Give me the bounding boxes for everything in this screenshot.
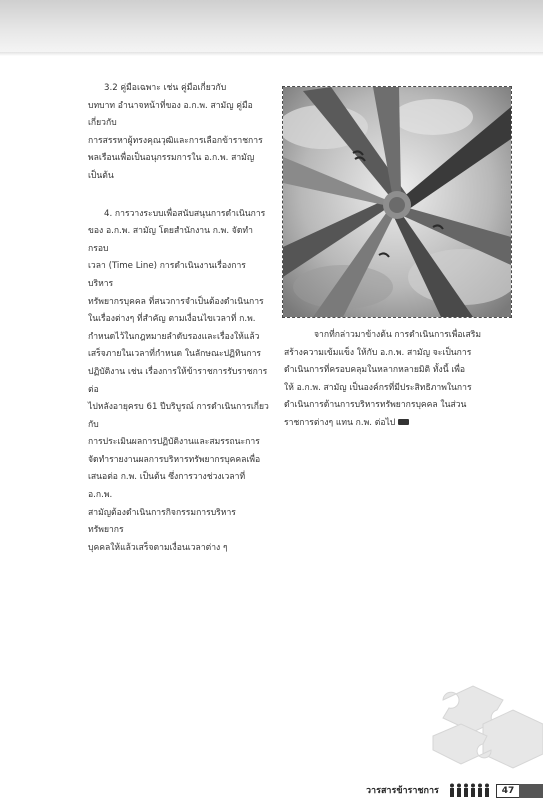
- end-mark-icon: [398, 419, 409, 425]
- people-group-icon: [448, 783, 494, 797]
- text-line: บทบาท อำนาจหน้าที่ของ อ.ก.พ. สามัญ คู่มือเกี่ยวกับ: [88, 100, 253, 129]
- journal-title: วารสารข้าราชการ: [366, 786, 439, 796]
- text-line: การสรรหาผู้ทรงคุณวุฒิและการเลือกข้าราชการ: [88, 135, 263, 146]
- text-line: สร้างความเข้มแข็ง ให้กับ อ.ก.พ. สามัญ จะเป็นการ: [284, 347, 472, 358]
- text-line: ให้ อ.ก.พ. สามัญ เป็นองค์กรที่มีประสิทธิภาพในการ: [284, 382, 472, 393]
- text-line-last: ราชการต่างๆ แทน ก.พ. ต่อไป: [284, 417, 396, 428]
- header-band: [0, 0, 543, 52]
- text-line: เสนอต่อ ก.พ. เป็นต้น ซึ่งการวางช่วงเวลาที่ อ.ก.พ.: [88, 472, 246, 501]
- text-line: เวลา (Time Line) การดำเนินงานเรื่องการบริหาร: [88, 261, 246, 289]
- text-line: 3.2 คู่มือเฉพาะ เช่น คู่มือเกี่ยวกับ: [104, 83, 227, 93]
- paragraph-4: [88, 206, 270, 558]
- text-line: ในเรื่องต่างๆ ที่สำคัญ ตามเงื่อนไขเวลาที่ ก.พ.: [88, 314, 256, 325]
- text-line: สามัญต้องดำเนินการกิจกรรมการบริหารทรัพยากร: [88, 507, 236, 536]
- text-line: การประเมินผลการปฏิบัติงานและสมรรถนะการ: [88, 437, 260, 448]
- text-line: ไปหลังอายุครบ 61 ปีบริบูรณ์ การดำเนินการเกี่ยวกับ: [88, 402, 269, 430]
- text-line: ทรัพยากรบุคคล ที่สนวการจำเป็นต้องดำเนินการ: [88, 296, 264, 307]
- paragraph-3-2: [88, 80, 270, 186]
- page-edge-tab: [519, 784, 543, 798]
- text-line: จัดทำรายงานผลการบริหารทรัพยากรบุคคลเพื่อ: [88, 454, 261, 465]
- text-line: ดำเนินการที่ครอบคลุมในหลากหลายมิติ ทั้งนี้ เพื่อ: [284, 365, 466, 376]
- right-column: [284, 327, 510, 433]
- text-line: พลเรือนเพื่อเป็นอนุกรรมการใน อ.ก.พ. สามัญ: [88, 153, 255, 164]
- text-line: บุคคลให้แล้วเสร็จตามเงื่อนเวลาต่าง ๆ: [88, 542, 228, 553]
- puzzle-pieces-decoration: [403, 680, 543, 776]
- text-line: กำหนดไว้ในกฎหมายลำดับรองและเรื่องให้แล้ว: [88, 331, 260, 342]
- page-footer: [366, 784, 543, 798]
- text-line: ดำเนินการด้านการบริหารทรัพยากรบุคคล ในส่วน: [284, 400, 467, 411]
- page-number: 47: [496, 784, 520, 798]
- left-column: [88, 80, 270, 557]
- text-line: จากที่กล่าวมาข้างต้น การดำเนินการเพื่อเสริม: [314, 330, 482, 340]
- text-line: [284, 415, 510, 433]
- header-shade: [0, 52, 543, 56]
- text-line: เป็นต้น: [88, 170, 114, 181]
- text-line: 4. การวางระบบเพื่อสนับสนุนการดำเนินการ: [104, 208, 266, 219]
- joined-hands-photo: [282, 86, 512, 318]
- text-line: ของ อ.ก.พ. สามัญ โดยสำนักงาน ก.พ. จัดทำกรอบ: [88, 226, 253, 254]
- text-line: เสร็จภายในเวลาที่กำหนด ในลักษณะปฏิทินการ: [88, 349, 262, 360]
- text-line: ปฏิบัติงาน เช่น เรื่องการให้ข้าราชการรับราชการต่อ: [88, 366, 268, 395]
